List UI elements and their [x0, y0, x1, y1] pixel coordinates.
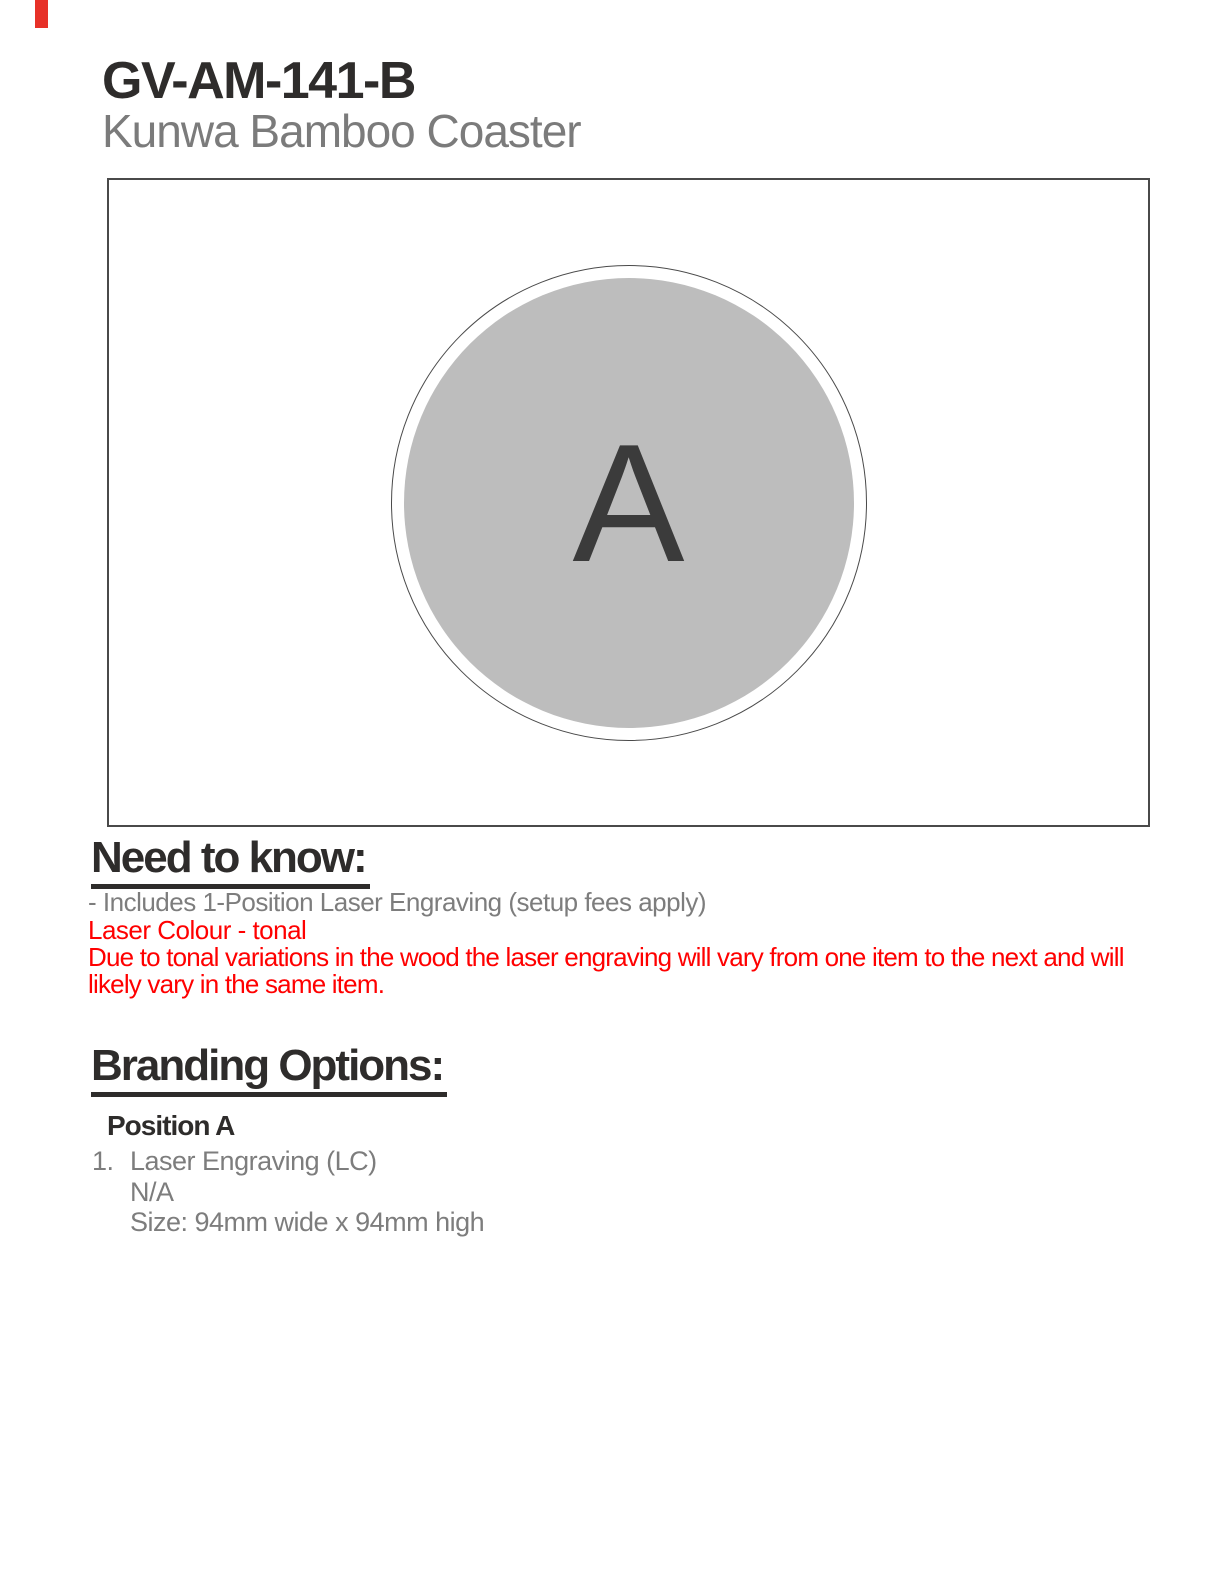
- branding-item-method-line: [92, 1146, 484, 1177]
- artwork-preview-box: [107, 178, 1150, 827]
- branding-item-method: Laser Engraving (LC): [130, 1146, 377, 1176]
- position-a-heading: Position A: [107, 1110, 235, 1141]
- tonal-warning-line1: Due to tonal variations in the wood the laser engraving will vary from one item to the next and will: [88, 942, 1124, 972]
- includes-note: - Includes 1-Position Laser Engraving (setup fees apply): [88, 887, 707, 917]
- branding-item-number: 1.: [92, 1146, 114, 1176]
- branding-item-size: Size: 94mm wide x 94mm high: [130, 1207, 485, 1237]
- coaster-outline: [391, 265, 867, 741]
- product-name-subtitle: Kunwa Bamboo Coaster: [102, 105, 581, 157]
- coaster-engraving-area: [404, 278, 854, 728]
- branding-option-item: [92, 1146, 484, 1238]
- branding-options-heading: Branding Options:: [91, 1044, 447, 1097]
- product-code-title: GV-AM-141-B: [102, 52, 415, 110]
- position-a-letter: A: [572, 408, 685, 597]
- tonal-warning: [88, 944, 1163, 998]
- need-to-know-heading: Need to know:: [91, 836, 370, 889]
- red-marker: [35, 0, 48, 28]
- branding-item-detail: N/A: [130, 1176, 174, 1207]
- laser-colour-note: Laser Colour - tonal: [88, 915, 307, 945]
- tonal-warning-line2: likely vary in the same item.: [88, 969, 385, 999]
